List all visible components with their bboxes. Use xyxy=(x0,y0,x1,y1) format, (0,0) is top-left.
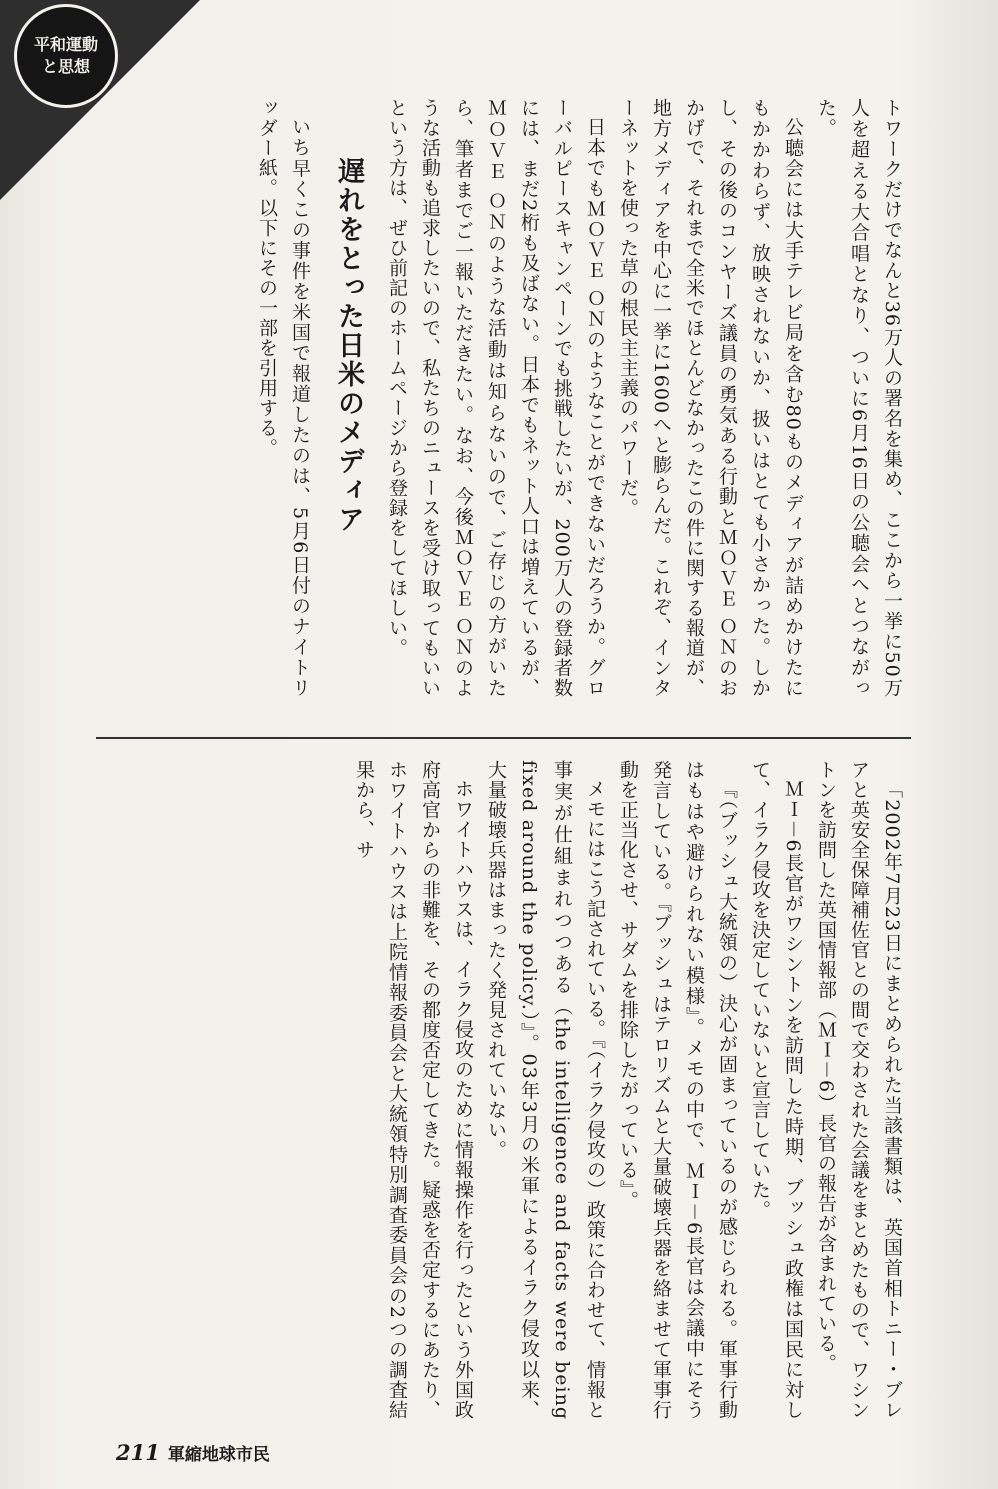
page-footer xyxy=(116,1440,270,1465)
bottom-paragraph-4: メモにはこう記されている。『（イラク侵攻の）政策に合わせて、情報と事実が仕組まれつつある（the intelligence and facts were being fixed around the policy.）』。03年3月の米軍によるイラク侵攻以来、大量破壊兵器はまったく発見されていない。 xyxy=(485,760,606,1420)
column-divider xyxy=(96,737,911,739)
magazine-title: 軍縮地球市民 xyxy=(167,1445,270,1465)
bottom-paragraph-1: 「2002年7月23日にまとめられた当該書類は、英国首相トニー・ブレアと英安全保障補佐官との間で交わされた会議をまとめたもので、ワシントンを訪問した英国情報部（ＭＩ－6）長官の報告が含まれている。 xyxy=(815,760,903,1420)
section-heading: 遅れをとった日米のメディア xyxy=(333,157,364,535)
bottom-paragraph-3: 『（ブッシュ大統領の）決心が固まっているのが感じられる。軍事行動はもはや避けられない模様』。メモの中で、ＭＩ－6長官は会議中にそう発言している。『ブッシュはテロリズムと大量破壊兵器を絡ませて軍事行動を正当化させ、サダムを排除したがっている』。 xyxy=(617,760,738,1420)
top-paragraph-1: トワークだけでなんと36万人の署名を集め、ここから一挙に50万人を超える大合唱となり、ついに6月16日の公聴会へとつながった。 xyxy=(815,98,903,698)
top-paragraph-4: いち早くこの事件を米国で報道したのは、5月6日付のナイトリッダー紙。以下にその一部を引用する。 xyxy=(256,98,311,698)
bottom-paragraph-5: ホワイトハウスは、イラク侵攻のために情報操作を行ったという外国政府高官からの非難を、その都度否定してきた。疑惑を否定するにあたり、ホワイトハウスは上院情報委員会と大統領特別調査委員会の2つの調査結果から、サ xyxy=(353,760,474,1420)
section-badge-line2: と思想 xyxy=(41,57,90,76)
top-paragraph-3: 日本でもＭＯＶＥ ＯＮのようなことができないだろうか。グローバルピースキャンペーンでも挑戦したいが、200万人の登録者数には、まだ2桁も及ばない。日本でもネット人口は増えているが、ＭＯＶＥ ＯＮのような活動は知らないので、ご存じの方がいたら、筆者までご一報いただきたい。なお、今後ＭＯＶＥ ＯＮのような活動も追求したいので、私たちのニュースを受け取ってもいいという方は、ぜひ前記のホームページから登録をしてほしい。 xyxy=(386,98,606,698)
section-badge-line1: 平和運動 xyxy=(33,35,98,55)
top-paragraph-2: 公聴会には大手テレビ局を含む80ものメディアが詰めかけたにもかかわらず、放映されないか、扱いはとても小さかった。しかし、その後のコンヤーズ議員の勇気ある行動とＭＯＶＥ ＯＮのおかげで、それまで全米でほとんどなかったこの件に関する報道が、地方メディアを中心に一挙に1600へと膨らんだ。これぞ、インターネットを使った草の根民主主義のパワーだ。 xyxy=(617,98,804,698)
bottom-paragraph-2: ＭＩ－6長官がワシントンを訪問した時期、ブッシュ政権は国民に対して、イラク侵攻を決定していないと宣言していた。 xyxy=(749,760,804,1420)
section-badge xyxy=(14,4,118,108)
page-number: 211 xyxy=(116,1440,160,1465)
bottom-text-column xyxy=(98,760,908,1420)
top-text-column xyxy=(88,98,908,698)
